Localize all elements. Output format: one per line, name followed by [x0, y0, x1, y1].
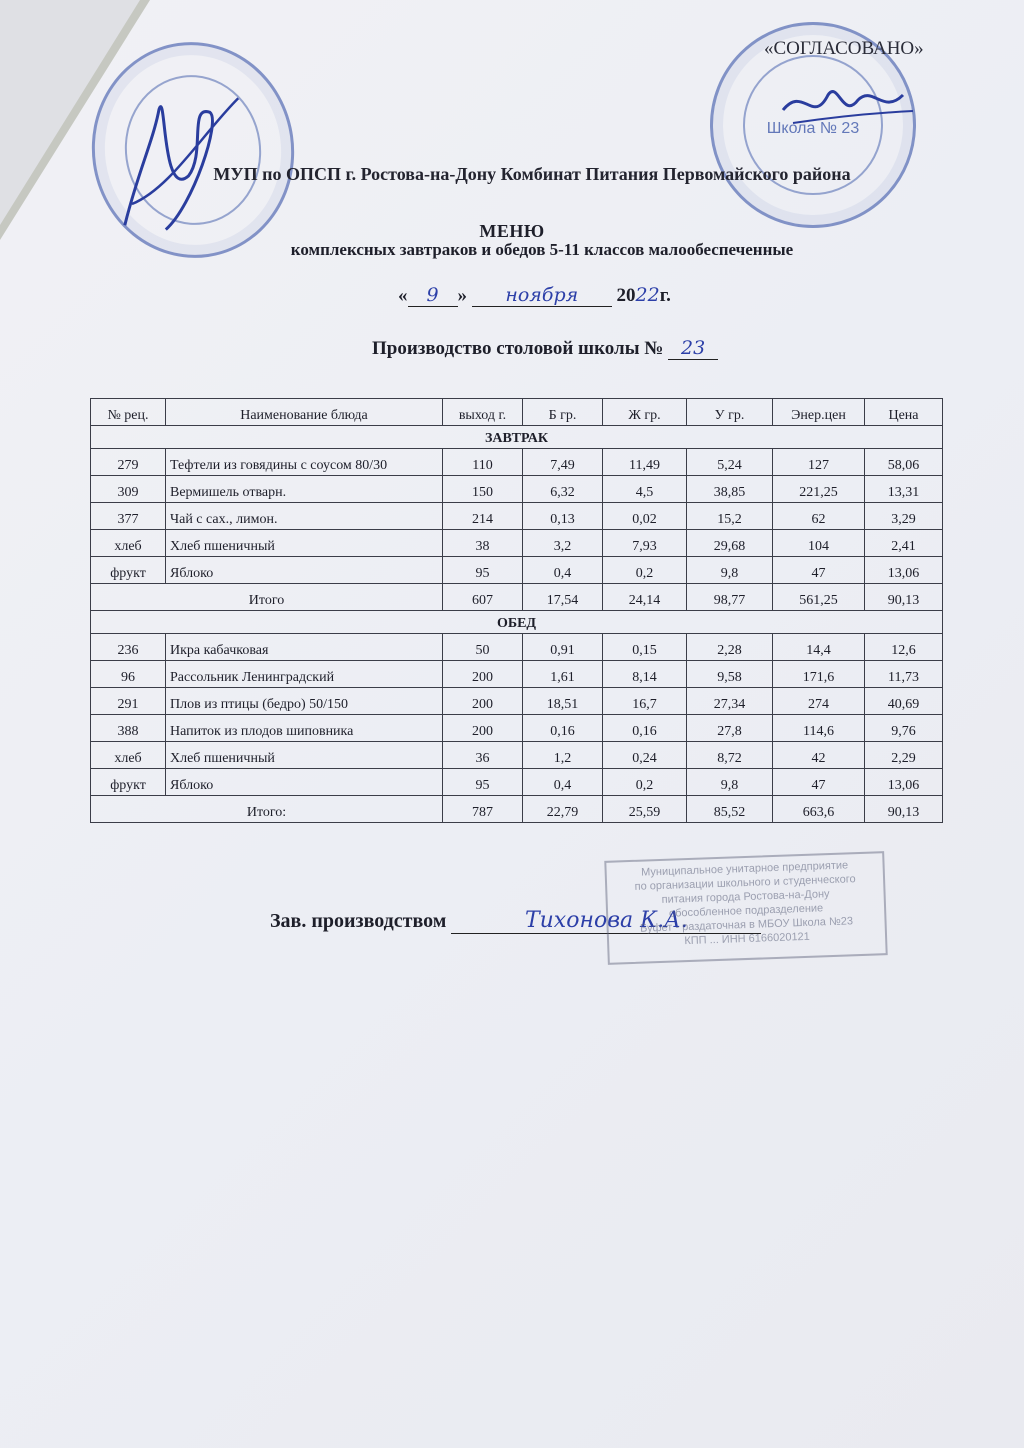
table-cell: 388	[91, 715, 166, 742]
table-cell: 2,29	[865, 742, 943, 769]
table-cell: 5,24	[687, 449, 773, 476]
table-cell: 0,4	[523, 557, 603, 584]
table-cell: 47	[773, 769, 865, 796]
total-cell: 98,77	[687, 584, 773, 611]
column-header: Б гр.	[523, 399, 603, 426]
table-cell: 38,85	[687, 476, 773, 503]
table-cell: 0,13	[523, 503, 603, 530]
table-cell: 7,93	[603, 530, 687, 557]
table-cell: 221,25	[773, 476, 865, 503]
table-header-row	[91, 399, 943, 426]
total-cell: 561,25	[773, 584, 865, 611]
dish-name-cell: Яблоко	[166, 557, 443, 584]
table-cell: 95	[443, 769, 523, 796]
table-cell: 214	[443, 503, 523, 530]
table-cell: 377	[91, 503, 166, 530]
seal-school-text: Школа № 23	[766, 120, 860, 137]
total-cell: 90,13	[865, 584, 943, 611]
table-cell: 1,2	[523, 742, 603, 769]
table-cell: 279	[91, 449, 166, 476]
table-cell: 36	[443, 742, 523, 769]
total-cell: 663,6	[773, 796, 865, 823]
stamp-line: Муниципальное унитарное предприятие	[640, 859, 849, 879]
column-header: У гр.	[687, 399, 773, 426]
total-cell: 90,13	[865, 796, 943, 823]
table-cell: 200	[443, 715, 523, 742]
table-row	[91, 769, 943, 796]
table-row	[91, 557, 943, 584]
table-cell: 7,49	[523, 449, 603, 476]
table-row	[91, 661, 943, 688]
table-cell: 291	[91, 688, 166, 715]
production-label: Производство столовой школы №	[372, 338, 664, 359]
section-label: ЗАВТРАК	[91, 426, 943, 449]
table-cell: 0,15	[603, 634, 687, 661]
table-cell: 40,69	[865, 688, 943, 715]
table-cell: 50	[443, 634, 523, 661]
menu-table	[90, 398, 943, 823]
table-cell: 0,2	[603, 769, 687, 796]
table-cell: 0,16	[523, 715, 603, 742]
dish-name-cell: Плов из птицы (бедро) 50/150	[166, 688, 443, 715]
dish-name-cell: Яблоко	[166, 769, 443, 796]
table-cell: 4,5	[603, 476, 687, 503]
table-cell: фрукт	[91, 557, 166, 584]
footer-label: Зав. производством	[270, 910, 447, 932]
section-row	[91, 426, 943, 449]
table-cell: 200	[443, 661, 523, 688]
table-cell: 3,2	[523, 530, 603, 557]
table-cell: 0,02	[603, 503, 687, 530]
total-cell: 25,59	[603, 796, 687, 823]
table-cell: хлеб	[91, 530, 166, 557]
dish-name-cell: Хлеб пшеничный	[166, 742, 443, 769]
table-cell: 13,31	[865, 476, 943, 503]
date-line: « 9 » ноября 2022г.	[398, 284, 671, 306]
column-header: Наименование блюда	[166, 399, 443, 426]
table-cell: 200	[443, 688, 523, 715]
total-cell: 24,14	[603, 584, 687, 611]
total-row	[91, 796, 943, 823]
table-cell: 29,68	[687, 530, 773, 557]
table-cell: 9,8	[687, 769, 773, 796]
total-cell: 85,52	[687, 796, 773, 823]
table-row	[91, 503, 943, 530]
table-cell: 0,4	[523, 769, 603, 796]
table-cell: 171,6	[773, 661, 865, 688]
table-cell: 1,61	[523, 661, 603, 688]
school-number: 23	[668, 337, 718, 360]
dish-name-cell: Икра кабачковая	[166, 634, 443, 661]
table-cell: 104	[773, 530, 865, 557]
table-cell: 58,06	[865, 449, 943, 476]
manager-signature: Тихонова К.А.	[451, 908, 761, 934]
table-cell: 8,14	[603, 661, 687, 688]
table-cell: 13,06	[865, 557, 943, 584]
dish-name-cell: Рассольник Ленинградский	[166, 661, 443, 688]
table-cell: 2,41	[865, 530, 943, 557]
total-cell: 607	[443, 584, 523, 611]
rectangular-stamp	[604, 851, 887, 965]
dish-name-cell: Напиток из плодов шиповника	[166, 715, 443, 742]
table-cell: 0,91	[523, 634, 603, 661]
table-cell: 309	[91, 476, 166, 503]
total-cell: 787	[443, 796, 523, 823]
table-cell: 13,06	[865, 769, 943, 796]
total-cell: 17,54	[523, 584, 603, 611]
table-row	[91, 634, 943, 661]
table-cell: 274	[773, 688, 865, 715]
table-row	[91, 688, 943, 715]
date-year: 22	[635, 284, 660, 306]
section-row	[91, 611, 943, 634]
dish-name-cell: Хлеб пшеничный	[166, 530, 443, 557]
dish-name-cell: Тефтели из говядины с соусом 80/30	[166, 449, 443, 476]
table-cell: хлеб	[91, 742, 166, 769]
organization-title: МУП по ОПСП г. Ростова-на-Дону Комбинат Питания Первомайского района	[213, 164, 851, 184]
stamp-line: питания города Ростова-на-Дону	[661, 888, 830, 906]
column-header: Энер.цен	[773, 399, 865, 426]
table-cell: 127	[773, 449, 865, 476]
stamp-line: Буфет - раздаточная в МБОУ Школа №23	[639, 915, 854, 935]
section-label: ОБЕД	[91, 611, 943, 634]
table-cell: 9,58	[687, 661, 773, 688]
table-cell: 11,49	[603, 449, 687, 476]
total-cell: 22,79	[523, 796, 603, 823]
table-cell: 96	[91, 661, 166, 688]
table-cell: 18,51	[523, 688, 603, 715]
column-header: выход г.	[443, 399, 523, 426]
table-cell: 110	[443, 449, 523, 476]
total-label: Итого:	[91, 796, 443, 823]
table-row	[91, 715, 943, 742]
table-cell: 95	[443, 557, 523, 584]
table-cell: 0,24	[603, 742, 687, 769]
table-cell: 0,16	[603, 715, 687, 742]
table-row	[91, 476, 943, 503]
table-cell: 14,4	[773, 634, 865, 661]
table-cell: 150	[443, 476, 523, 503]
table-cell: 42	[773, 742, 865, 769]
table-cell: 3,29	[865, 503, 943, 530]
table-cell: 236	[91, 634, 166, 661]
production-line	[372, 337, 718, 360]
column-header: Цена	[865, 399, 943, 426]
table-row	[91, 742, 943, 769]
table-cell: фрукт	[91, 769, 166, 796]
dish-name-cell: Вермишель отварн.	[166, 476, 443, 503]
menu-title: МЕНЮ	[479, 221, 545, 241]
date-year-prefix: 20	[616, 285, 636, 306]
table-cell: 0,2	[603, 557, 687, 584]
table-cell: 9,76	[865, 715, 943, 742]
date-month: ноября	[472, 284, 612, 307]
stamp-line: КПП ... ИНН 6166020121	[684, 930, 811, 948]
date-day: 9	[408, 284, 458, 307]
table-row	[91, 530, 943, 557]
dish-name-cell: Чай с сах., лимон.	[166, 503, 443, 530]
table-row	[91, 449, 943, 476]
table-cell: 27,34	[687, 688, 773, 715]
table-cell: 27,8	[687, 715, 773, 742]
table-cell: 62	[773, 503, 865, 530]
column-header: Ж гр.	[603, 399, 687, 426]
total-row	[91, 584, 943, 611]
total-label: Итого	[91, 584, 443, 611]
table-cell: 2,28	[687, 634, 773, 661]
table-cell: 47	[773, 557, 865, 584]
table-cell: 12,6	[865, 634, 943, 661]
stamp-line: по организации школьного и студенческого	[634, 873, 856, 893]
approval-label: «СОГЛАСОВАНО»	[764, 38, 924, 59]
menu-subtitle: комплексных завтраков и обедов 5-11 классов малообеспеченные	[290, 240, 794, 259]
table-cell: 38	[443, 530, 523, 557]
stamp-line: обособленное подразделение	[668, 902, 824, 920]
table-cell: 9,8	[687, 557, 773, 584]
table-cell: 6,32	[523, 476, 603, 503]
table-cell: 16,7	[603, 688, 687, 715]
column-header: № рец.	[91, 399, 166, 426]
table-cell: 114,6	[773, 715, 865, 742]
table-cell: 8,72	[687, 742, 773, 769]
table-cell: 15,2	[687, 503, 773, 530]
table-cell: 11,73	[865, 661, 943, 688]
